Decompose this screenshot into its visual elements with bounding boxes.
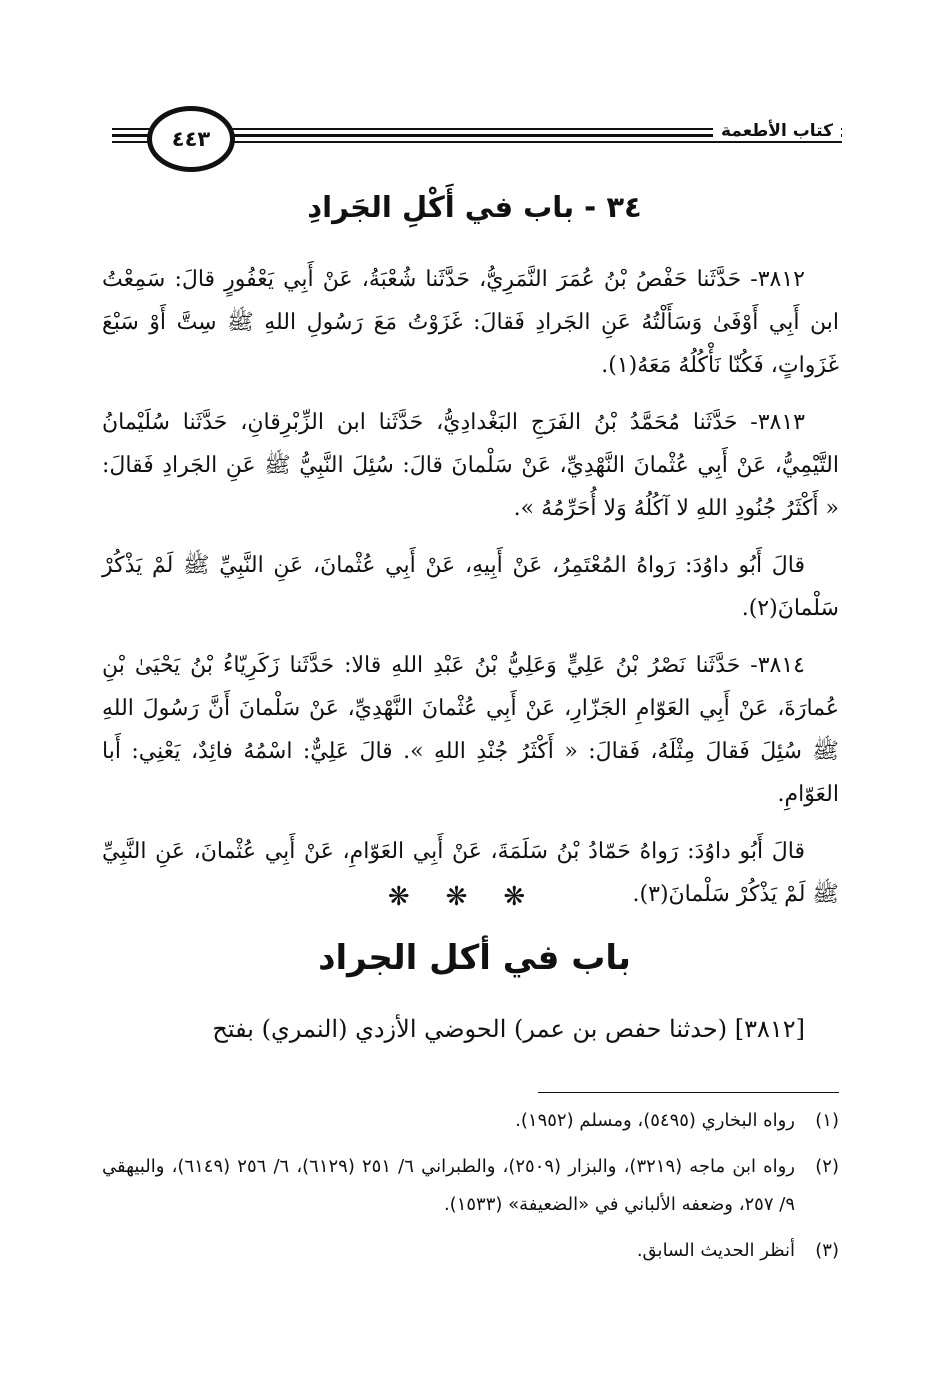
running-header-title: كتاب الأطعمة xyxy=(713,121,841,141)
footnote-text: أنظر الحديث السابق. xyxy=(636,1240,795,1261)
footnote xyxy=(102,1148,839,1224)
footnotes xyxy=(102,1102,839,1278)
hadith-3812: ٣٨١٢- حَدَّثَنا حَفْصُ بْنُ عُمَرَ النَّمَرِيُّ، حَدَّثَنا شُعْبَةُ، عَنْ أَبِي يَعْفُورٍ قالَ: سَمِعْتُ ابن أَبِي أَوْفَىٰ وَسَأَلْتُهُ عَنِ الجَرادِ فَقالَ: غَزَوْتُ مَعَ رَسُولِ اللهِ ﷺ سِتَّ أَوْ سَبْعَ غَزَواتٍ، فَكُنّا نَأْكُلُهُ مَعَهُ(١). xyxy=(102,267,839,378)
page-number: ٤٤٣ xyxy=(147,106,235,172)
commentary-title: باب في أكل الجراد xyxy=(318,938,631,978)
footnote-text: رواه ابن ماجه (٣٢١٩)، والبزار (٢٥٠٩)، والطبراني ٦/ ٢٥١ (٦١٢٩)، ٦/ ٢٥٦ (٦١٤٩)، والبيهقي ٩/ ٢٥٧، وضعفه الألباني في «الضعيفة» (١٥٣٣). xyxy=(102,1156,795,1215)
chapter-title: ٣٤ - باب في أَكْلِ الجَرادِ xyxy=(307,190,642,224)
footnote-number: (٢) xyxy=(815,1156,839,1177)
footnote-divider xyxy=(538,1092,839,1093)
section-separator: ❋❋❋ xyxy=(387,882,562,912)
hadith-3814: ٣٨١٤- حَدَّثَنا نَصْرُ بْنُ عَلِيٍّ وَعَلِيُّ بْنُ عَبْدِ اللهِ قالا: حَدَّثَنا زَكَرِيّاءُ بْنُ يَحْيَىٰ بْنِ عُمارَةَ، عَنْ أَبِي العَوّامِ الجَزّارِ، عَنْ أَبِي عُثْمانَ النَّهْدِيِّ، عَنْ سَلْمانَ أَنَّ رَسُولَ اللهِ ﷺ سُئِلَ فَقالَ مِثْلَهُ، فَقالَ: « أَكْثَرُ جُنْدِ اللهِ ». قالَ عَلِيٌّ: اسْمُهُ فائِدٌ، يَعْنِي: أَبا العَوّامِ. xyxy=(102,653,839,807)
footnote-number: (١) xyxy=(815,1110,839,1131)
hadith-section xyxy=(102,258,839,930)
abu-dawud-note: قالَ أَبُو داوُدَ: رَواهُ حَمّادُ بْنُ سَلَمَةَ، عَنْ أَبِي العَوّامِ، عَنْ أَبِي عُثْمانَ، عَنِ النَّبِيِّ ﷺ لَمْ يَذْكُرْ سَلْمانَ(٣). xyxy=(102,839,839,907)
footnote xyxy=(102,1232,839,1270)
footnote-number: (٣) xyxy=(815,1240,839,1261)
abu-dawud-note: قالَ أَبُو داوُدَ: رَواهُ المُعْتَمِرُ، عَنْ أَبِيهِ، عَنْ أَبِي عُثْمانَ، عَنِ النَّبِيِّ ﷺ لَمْ يَذْكُرْ سَلْمانَ(٢). xyxy=(102,553,839,621)
footnote xyxy=(102,1102,839,1140)
commentary-text: [٣٨١٢] (حدثنا حفص بن عمر) الحوضي الأزدي (النمري) بفتح xyxy=(212,1015,805,1043)
footnote-text: رواه البخاري (٥٤٩٥)، ومسلم (١٩٥٢). xyxy=(515,1110,795,1131)
hadith-3813: ٣٨١٣- حَدَّثَنا مُحَمَّدُ بْنُ الفَرَجِ البَغْدادِيُّ، حَدَّثَنا ابن الزِّبْرِقانِ، حَدَّثَنا سُلَيْمانُ التَّيْمِيُّ، عَنْ أَبِي عُثْمانَ النَّهْدِيِّ، عَنْ سَلْمانَ قالَ: سُئِلَ النَّبِيُّ ﷺ عَنِ الجَرادِ فَقالَ: « أَكْثَرُ جُنُودِ اللهِ لا آكُلُهُ وَلا أُحَرِّمُهُ ». xyxy=(102,410,839,521)
